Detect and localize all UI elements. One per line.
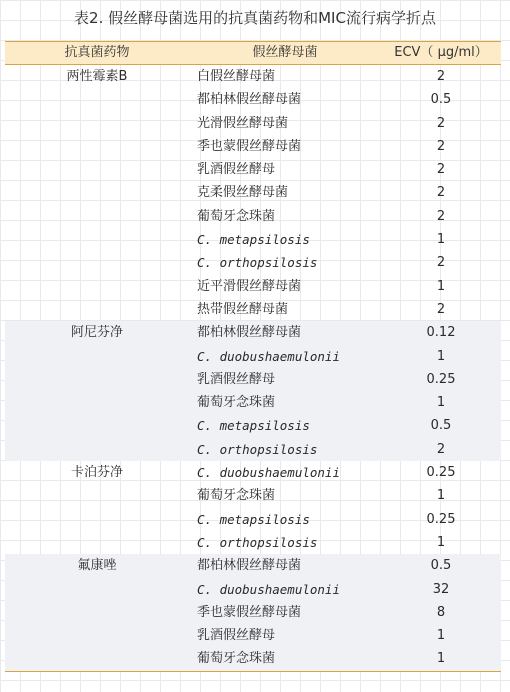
table-row xyxy=(189,647,501,670)
species-rows xyxy=(189,461,501,554)
ecv-value: 0.25 xyxy=(426,511,456,527)
ecv-value: 2 xyxy=(436,441,446,457)
table-row xyxy=(189,88,501,111)
ecv-table xyxy=(5,41,501,672)
table-row xyxy=(189,228,501,251)
ecv-value: 8 xyxy=(436,604,446,620)
species-name: C. duobushaemulonii xyxy=(197,465,340,481)
table-row xyxy=(189,135,501,158)
species-rows xyxy=(189,321,501,461)
species-name: 近平滑假丝酵母菌 xyxy=(197,278,302,294)
ecv-value: 1 xyxy=(436,395,446,411)
drug-group xyxy=(5,461,501,554)
table-row xyxy=(189,345,501,368)
species-name: 乳酒假丝酵母 xyxy=(197,628,276,644)
ecv-value: 2 xyxy=(436,208,446,224)
ecv-value: 0.5 xyxy=(430,558,452,574)
table-row xyxy=(189,321,501,344)
ecv-value: 2 xyxy=(436,138,446,154)
ecv-value: 0.25 xyxy=(426,371,456,387)
species-name: 葡萄牙念珠菌 xyxy=(197,395,276,411)
species-name: 都柏林假丝酵母菌 xyxy=(197,558,302,574)
ecv-value: 1 xyxy=(436,628,446,644)
table-row xyxy=(189,484,501,507)
species-name: C. orthopsilosis xyxy=(197,534,318,550)
table-row xyxy=(189,414,501,437)
species-name: C. orthopsilosis xyxy=(197,255,318,271)
table-row xyxy=(189,112,501,135)
table-row xyxy=(189,531,501,554)
species-name: 葡萄牙念珠菌 xyxy=(197,651,276,667)
species-name: 克柔假丝酵母菌 xyxy=(197,185,289,201)
table-row xyxy=(189,181,501,204)
ecv-value: 1 xyxy=(436,348,446,364)
table-row xyxy=(189,578,501,601)
table-row xyxy=(189,251,501,274)
drug-group xyxy=(5,321,501,461)
header-drug: 抗真菌药物 xyxy=(64,45,130,60)
drug-group xyxy=(5,554,501,670)
drug-name: 氟康唑 xyxy=(77,558,117,574)
ecv-value: 2 xyxy=(436,255,446,271)
drug-name: 阿尼芬净 xyxy=(70,325,123,341)
table-row xyxy=(189,624,501,647)
table-row xyxy=(189,298,501,321)
species-name: 白假丝酵母菌 xyxy=(197,69,276,84)
drug-name: 两性霉素B xyxy=(66,69,128,84)
drug-name: 卡泊芬净 xyxy=(70,465,123,481)
table-body xyxy=(5,65,501,671)
species-name: 季也蒙假丝酵母菌 xyxy=(197,138,302,154)
species-name: 葡萄牙念珠菌 xyxy=(197,488,276,504)
table-row xyxy=(189,158,501,181)
species-name: 光滑假丝酵母菌 xyxy=(197,115,289,131)
drug-group xyxy=(5,65,501,321)
table-row xyxy=(189,554,501,577)
species-name: C. duobushaemulonii xyxy=(197,348,340,364)
ecv-value: 2 xyxy=(436,162,446,178)
ecv-value: 0.25 xyxy=(426,465,456,481)
species-name: 都柏林假丝酵母菌 xyxy=(197,92,302,108)
table-header xyxy=(5,41,501,65)
species-name: 乳酒假丝酵母 xyxy=(197,162,276,178)
species-name: 热带假丝酵母菌 xyxy=(197,301,289,317)
species-name: C. metapsilosis xyxy=(197,511,310,527)
species-name: C. orthopsilosis xyxy=(197,441,318,457)
ecv-value: 2 xyxy=(436,115,446,131)
table-row xyxy=(189,508,501,531)
species-rows xyxy=(189,65,501,321)
table-row xyxy=(189,438,501,461)
species-rows xyxy=(189,554,501,670)
table-row xyxy=(189,461,501,484)
species-name: 都柏林假丝酵母菌 xyxy=(197,325,302,341)
species-name: C. duobushaemulonii xyxy=(197,581,340,597)
ecv-value: 2 xyxy=(436,69,446,84)
table-row xyxy=(189,601,501,624)
ecv-value: 0.12 xyxy=(426,325,456,341)
species-name: 葡萄牙念珠菌 xyxy=(197,208,276,224)
ecv-value: 1 xyxy=(436,278,446,294)
ecv-value: 1 xyxy=(436,488,446,504)
species-name: C. metapsilosis xyxy=(197,232,310,248)
ecv-value: 2 xyxy=(436,185,446,201)
species-name: C. metapsilosis xyxy=(197,418,310,434)
table-row xyxy=(189,275,501,298)
species-name: 季也蒙假丝酵母菌 xyxy=(197,604,302,620)
ecv-value: 1 xyxy=(436,651,446,667)
table-title: 表2. 假丝酵母菌选用的抗真菌药物和MIC流行病学折点 xyxy=(74,9,436,27)
ecv-value: 32 xyxy=(432,581,450,597)
table-row xyxy=(189,368,501,391)
ecv-value: 1 xyxy=(436,534,446,550)
ecv-value: 1 xyxy=(436,232,446,248)
species-name: 乳酒假丝酵母 xyxy=(197,371,276,387)
ecv-value: 2 xyxy=(436,301,446,317)
table-row xyxy=(189,391,501,414)
ecv-value: 0.5 xyxy=(430,418,452,434)
header-species: 假丝酵母菌 xyxy=(252,45,318,60)
ecv-value: 0.5 xyxy=(430,92,452,108)
header-ecv: ECV（ μg/ml） xyxy=(394,45,488,60)
table-row xyxy=(189,65,501,88)
table-row xyxy=(189,205,501,228)
